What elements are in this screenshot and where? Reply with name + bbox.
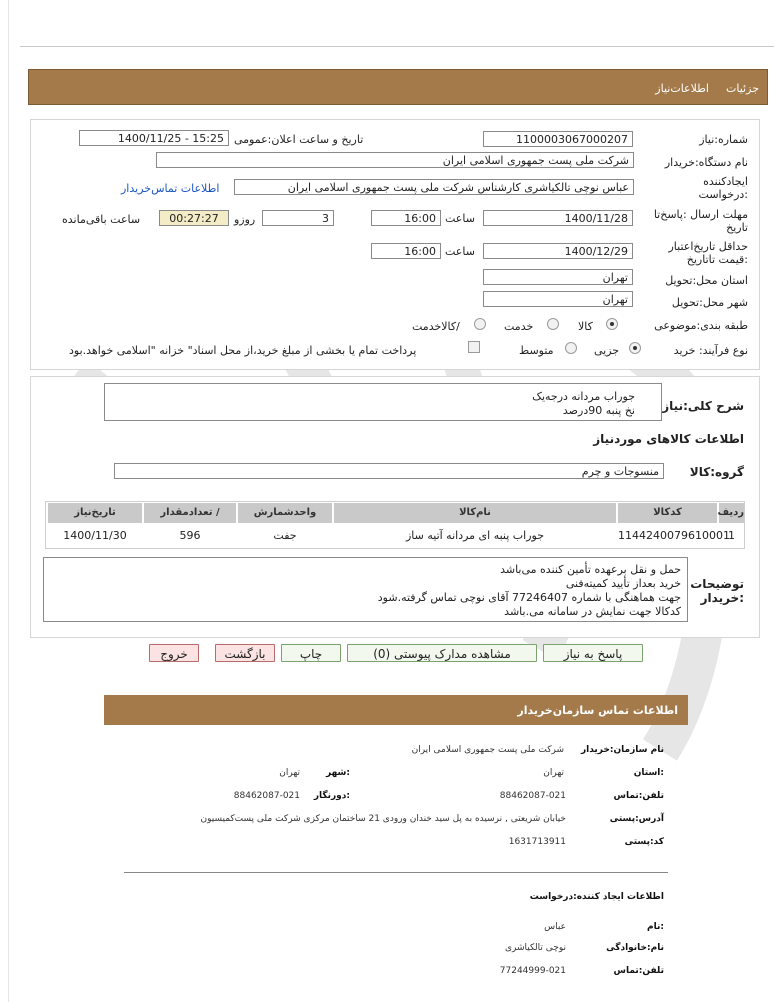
days-field: 3 xyxy=(262,210,334,226)
city-label: شهر محل‌:تحویل xyxy=(671,296,748,309)
back-button[interactable]: بازگشت xyxy=(215,644,275,662)
category-option-service: خدمت xyxy=(504,320,534,333)
announce-field: 1400/11/25 - 15:25 xyxy=(79,130,229,146)
contact-postal-value: 1631713911 xyxy=(508,837,566,847)
contact-address-label: آدرس:پستی xyxy=(609,814,664,824)
contact-province-label: :استان xyxy=(633,768,664,778)
goods-group-label: گروه:کالا xyxy=(689,465,744,479)
tab-details[interactable]: جزئیات xyxy=(726,82,759,95)
top-divider xyxy=(20,46,774,47)
summary-label: شرح کلی:نیاز xyxy=(662,399,744,413)
details-header xyxy=(28,69,768,105)
contact-postal-label: کد:پستی xyxy=(624,837,664,847)
summary-line-2: نخ پنبه 90درصد xyxy=(562,404,635,417)
deadline-label-1: مهلت ارسال :پاسخ‌تا xyxy=(653,208,748,221)
validity-label-2: :قیمت تا‌تاریخ xyxy=(686,253,748,266)
table-cell-name: جوراب پنبه ای مردانه آتیه ساز xyxy=(405,529,545,542)
contact-city-label: :شهر xyxy=(326,768,350,778)
creator-field: عباس نوچی تالکیاشری کارشناس شرکت ملی پست جمهوری اسلامی ایران xyxy=(234,179,634,195)
days-label: روزو xyxy=(234,213,256,226)
category-label: طبقه بندی:موضوعی xyxy=(654,319,748,332)
contact-org-label: نام سازمان:خریدار xyxy=(580,745,664,755)
notes-line-2: خرید بعداز تأیید کمیته‌فنی xyxy=(565,577,681,590)
attachments-button[interactable]: مشاهده مدارک پیوستی (0) xyxy=(347,644,537,662)
buyer-org-label: نام دستگاه:خریدار xyxy=(664,156,748,169)
buyer-contact-link[interactable]: اطلاعات تماس‌خریدار xyxy=(121,182,220,195)
creator-family-label: نام:خانوادگی xyxy=(606,943,664,953)
validity-label-1: حداقل تاریخ‌اعتبار xyxy=(668,240,748,253)
need-number-label: شماره‌:نیاز xyxy=(699,133,748,146)
creator-phone-label: تلفن:تماس xyxy=(613,966,664,976)
creator-label-2: :درخواست xyxy=(698,188,748,201)
deadline-time-field: 16:00 xyxy=(371,210,441,226)
table-cell-code: 1144240079610001 xyxy=(618,529,730,542)
province-field: تهران xyxy=(483,269,633,285)
creator-name-value: عباس xyxy=(544,922,566,932)
table-header-name: نام‌کالا xyxy=(334,503,616,523)
purchase-option-small: جزیی xyxy=(594,344,620,357)
notes-box xyxy=(43,557,688,622)
validity-time-field: 16:00 xyxy=(371,243,441,259)
deadline-time-label: ساعت xyxy=(445,212,475,225)
reply-button[interactable]: پاسخ به نیاز xyxy=(543,644,643,662)
notes-line-4: کدکالا جهت نمایش در سامانه می.باشد xyxy=(504,605,681,618)
summary-line-1: جوراب مردانه درجه‌یک xyxy=(532,390,635,403)
table-cell-row: 1 xyxy=(728,529,735,542)
summary-box xyxy=(104,383,662,421)
table-header-quantity: / تعدادمقدار xyxy=(144,503,236,523)
purchase-type-label: نوع فرآیند: خرید xyxy=(673,344,748,357)
creator-name-label: :نام xyxy=(647,922,664,932)
exit-button[interactable]: خروج xyxy=(149,644,199,662)
category-option-goods-service: /کالاخدمت xyxy=(412,320,460,333)
contact-phone-label: تلفن:تماس xyxy=(613,791,664,801)
page-left-border xyxy=(8,0,9,1002)
remaining-label: ساعت باقی‌مانده xyxy=(62,213,141,226)
city-field: تهران xyxy=(483,291,633,307)
buyer-org-field: شرکت ملی پست جمهوری اسلامی ایران xyxy=(156,152,634,168)
contact-phone-value: 88462087-021 xyxy=(499,791,566,801)
contact-province-value: تهران xyxy=(543,768,564,778)
buyer-contact-title: اطلاعات تماس سازمان‌خریدار xyxy=(517,704,678,717)
category-radio-goods[interactable] xyxy=(606,318,618,330)
deadline-label-2: تاریخ xyxy=(726,221,748,234)
buyer-contact-header xyxy=(104,695,688,725)
table-header-row: ردیف xyxy=(719,503,744,523)
contact-divider xyxy=(124,872,668,873)
purchase-radio-medium[interactable] xyxy=(565,342,577,354)
table-header-unit: واحدشمارش xyxy=(238,503,332,523)
contact-address-value: خیابان شریعتی , نرسیده به پل سید خندان ورودی 21 ساختمان مرکزی شرکت ملی پست‌کمیسیون xyxy=(200,814,566,824)
creator-phone-value: 77244999-021 xyxy=(499,966,566,976)
print-button[interactable]: چاپ xyxy=(281,644,341,662)
payment-checkbox[interactable] xyxy=(468,341,480,353)
tab-need-info[interactable]: اطلاعات‌نیاز xyxy=(655,82,709,95)
table-header-date: تاریخ‌نیاز xyxy=(48,503,142,523)
validity-date-field: 1400/12/29 xyxy=(483,243,633,259)
creator-label-1: ایجادکننده xyxy=(703,175,748,188)
category-option-goods: کالا xyxy=(578,320,593,333)
remaining-time-field: 00:27:27 xyxy=(159,210,229,226)
payment-note: پرداخت تمام یا بخشی از مبلغ خرید،از محل اسناد" خزانه "اسلامی خواهد.بود xyxy=(69,344,417,357)
category-radio-service[interactable] xyxy=(547,318,559,330)
validity-time-label: ساعت xyxy=(445,245,475,258)
notes-label-1: توضیحات xyxy=(690,577,744,591)
purchase-radio-small[interactable] xyxy=(629,342,641,354)
deadline-date-field: 1400/11/28 xyxy=(483,210,633,226)
need-number-field: 1100003067000207 xyxy=(483,131,633,147)
goods-info-title: اطلاعات کالاهای موردنیاز xyxy=(593,432,744,446)
notes-label-2: :خریدار xyxy=(700,591,744,605)
goods-group-field: منسوجات و چرم xyxy=(114,463,664,479)
province-label: استان محل‌:تحویل xyxy=(665,274,748,287)
contact-fax-value: 88462087-021 xyxy=(233,791,300,801)
category-radio-goods-service[interactable] xyxy=(474,318,486,330)
creator-info-title: اطلاعات ایجاد کننده:درخواست xyxy=(529,892,664,902)
notes-line-3: جهت هماهنگی با شماره 77246407 آقای نوچی تماس گرفته.شود xyxy=(377,591,681,604)
table-cell-date: 1400/11/30 xyxy=(63,529,127,542)
announce-label: تاریخ و ساعت اعلان:عمومی xyxy=(234,133,364,146)
table-header-code: کدکالا xyxy=(618,503,717,523)
purchase-option-medium: متوسط xyxy=(519,344,554,357)
table-cell-quantity: 596 xyxy=(179,529,201,542)
creator-family-value: نوچی تالکیاشری xyxy=(504,943,566,953)
table-cell-unit: جفت xyxy=(273,529,297,542)
contact-city-value: تهران xyxy=(279,768,300,778)
contact-fax-label: :دورنگار xyxy=(313,791,350,801)
contact-org-value: شرکت ملی پست جمهوری اسلامی ایران xyxy=(411,745,564,755)
notes-line-1: حمل و نقل برعهده تأمین کننده می‌باشد xyxy=(500,563,681,576)
